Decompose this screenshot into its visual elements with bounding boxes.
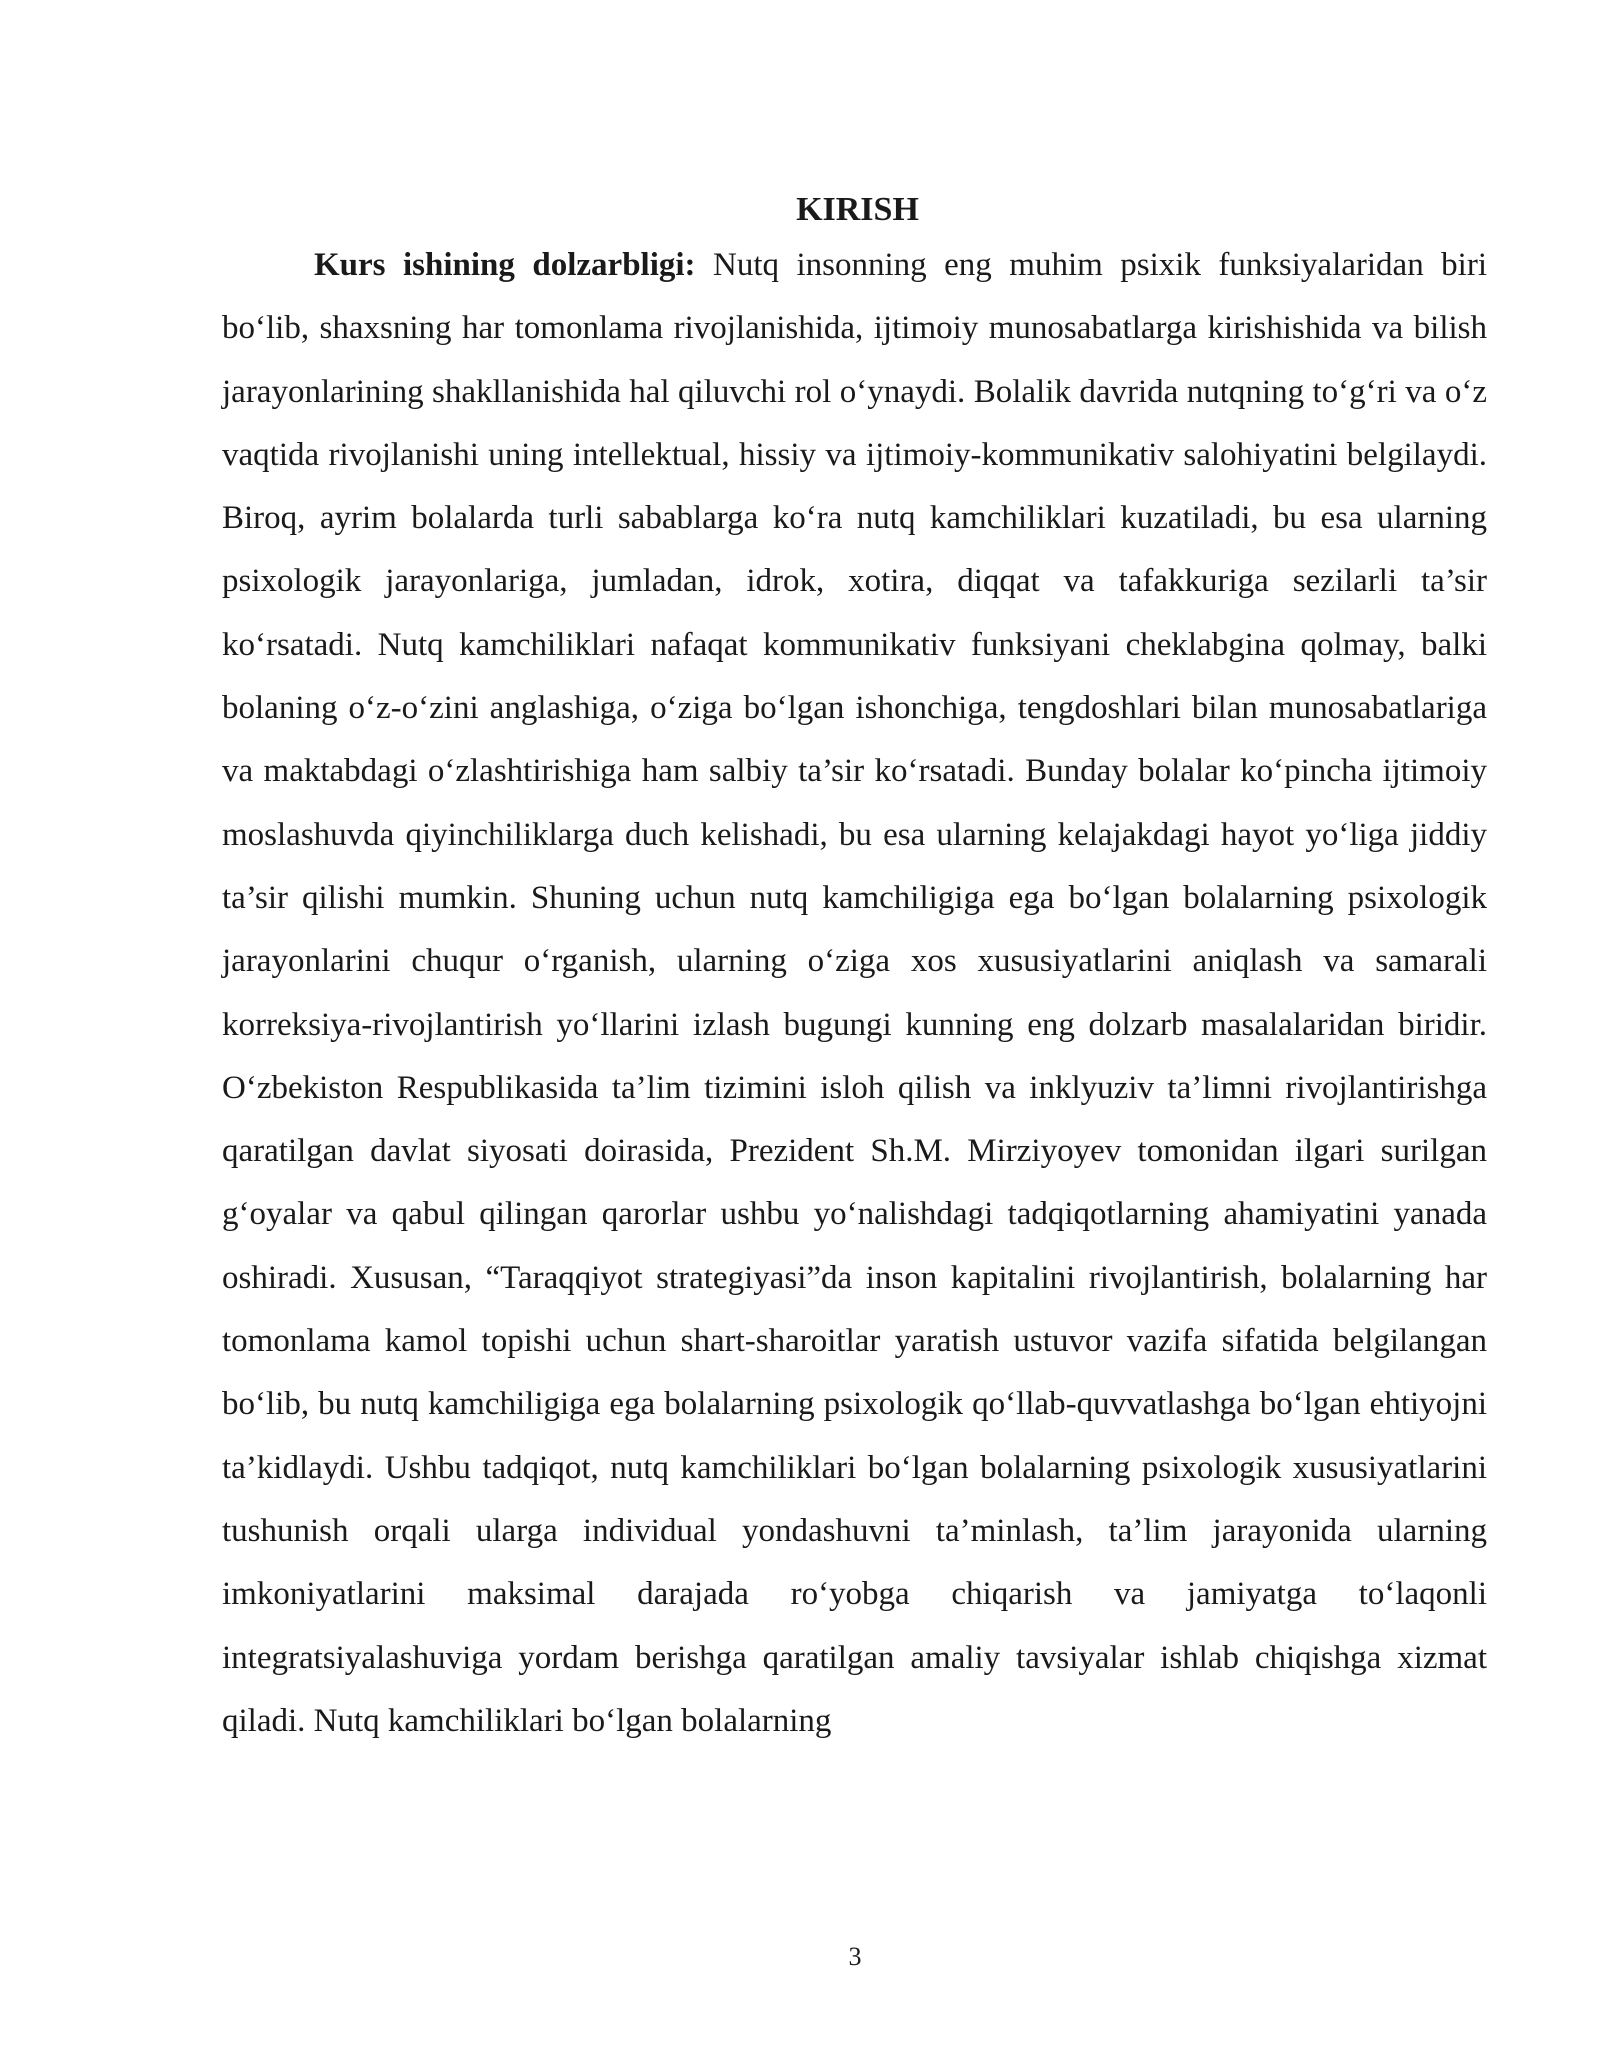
- body-paragraph: [222, 234, 1487, 1753]
- section-heading: KIRISH: [796, 191, 919, 228]
- page-content: [222, 186, 1487, 1753]
- paragraph-lead: Kurs ishining dolzarbligi:: [314, 247, 696, 283]
- page-number: 3: [848, 1942, 862, 1971]
- paragraph-text: Nutq insonning eng muhim psixik funksiyalaridan biri bo‘lib, shaxsning har tomonlama rivojlanishida, ijtimoiy munosabatlarga kirishishida va bilish jarayonlarining shakllanishida hal qiluvchi rol o‘ynaydi. Bolalik davrida nutqning to‘g‘ri va o‘z vaqtida rivojlanishi uning intellektual, hissiy va ijtimoiy-kommunikativ salohiyatini belgilaydi. Biroq, ayrim bolalarda turli sabablarga ko‘ra nutq kamchiliklari kuzatiladi, bu esa ularning psixologik jarayonlariga, jumladan, idrok, xotira, diqqat va tafakkuriga sezilarli ta’sir ko‘rsatadi. Nutq kamchiliklari nafaqat kommunikativ funksiyani cheklabgina qolmay, balki bolaning o‘z-o‘zini anglashiga, o‘ziga bo‘lgan ishonchiga, tengdoshlari bilan munosabatlariga va maktabdagi o‘zlashtirishiga ham salbiy ta’sir ko‘rsatadi. Bunday bolalar ko‘pincha ijtimoiy moslashuvda qiyinchiliklarga duch kelishadi, bu esa ularning kelajakdagi hayot yo‘liga jiddiy ta’sir qilishi mumkin. Shuning uchun nutq kamchiligiga ega bo‘lgan bolalarning psixologik jarayonlarini chuqur o‘rganish, ularning o‘ziga xos xususiyatlarini aniqlash va samarali korreksiya-rivojlantirish yo‘llarini izlash bugungi kunning eng dolzarb masalalaridan biridir. O‘zbekiston Respublikasida ta’lim tizimini isloh qilish va inklyuziv ta’limni rivojlantirishga qaratilgan davlat siyosati doirasida, Prezident Sh.M. Mirziyoyev tomonidan ilgari surilgan g‘oyalar va qabul qilingan qarorlar ushbu yo‘nalishdagi tadqiqotlarning ahamiyatini yanada oshiradi. Xususan, “Taraqqiyot strategiyasi”da inson kapitalini rivojlantirish, bolalarning har tomonlama kamol topishi uchun shart-sharoitlar yaratish ustuvor vazifa sifatida belgilangan bo‘lib, bu nutq kamchiligiga ega bolalarning psixologik qo‘llab-quvvatlashga bo‘lgan ehtiyojni ta’kidlaydi. Ushbu tadqiqot, nutq kamchiliklari bo‘lgan bolalarning psixologik xususiyatlarini tushunish orqali ularga individual yondashuvni ta’minlash, ta’lim jarayonida ularning imkoniyatlarini maksimal darajada ro‘yobga chiqarish va jamiyatga to‘laqonli integratsiyalashuviga yordam berishga qaratilgan amaliy tavsiyalar ishlab chiqishga xizmat qiladi. Nutq kamchiliklari bo‘lgan bolalarning: [222, 247, 1487, 1739]
